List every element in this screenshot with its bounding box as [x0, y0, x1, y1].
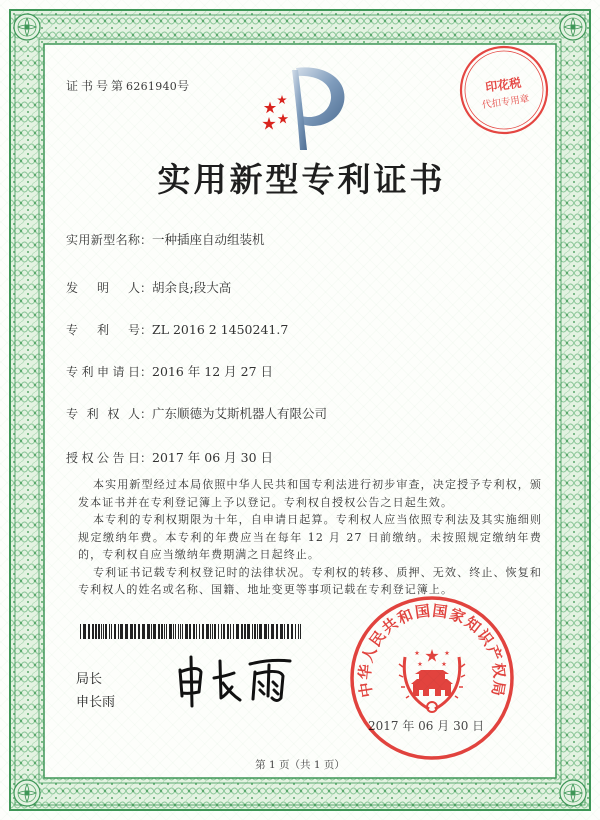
certificate-number-value: 6261940 [126, 80, 178, 93]
field-grant-announcement-date [66, 450, 273, 466]
page-footer: 第 1 页（共 1 页） [255, 759, 345, 771]
field-value: ZL 2016 2 1450241.7 [152, 322, 289, 337]
field-patentee [66, 406, 327, 422]
body-paragraph: 本专利的专利权期限为十年，自申请日起算。专利权人应当依照专利法及其实施细则规定缴纳年费。本专利的年费应当在每年 12 月 27 日前缴纳。未按照规定缴纳年费的，专利权自应当缴纳年费期满之日起终止。 [78, 513, 542, 561]
logo-stem [292, 70, 307, 150]
corner-rosette [560, 780, 586, 806]
tax-stamp-line1: 印花税 [484, 75, 523, 95]
field-value: 2017 年 06 月 30 日 [152, 450, 274, 465]
field-value: 一种插座自动组装机 [152, 232, 265, 247]
field-inventors [66, 280, 231, 296]
body-paragraph: 本实用新型经过本局依照中华人民共和国专利法进行初步审查，决定授予专利权，颁发本证书并在专利登记簿上予以登记。专利权自授权公告之日起生效。 [78, 478, 542, 509]
signature-stroke [250, 660, 290, 700]
star-icon [442, 661, 447, 666]
tax-stamp-line2: 代扣专用章 [481, 93, 531, 112]
corner-rosette [560, 14, 586, 40]
barcode-bars [80, 624, 301, 639]
star-icon [277, 95, 287, 104]
corner-rosette [14, 780, 40, 806]
field-label: 发明人 [66, 281, 140, 295]
star-icon [418, 661, 423, 666]
field-value: 广东顺德为艾斯机器人有限公司 [152, 406, 328, 421]
corner-rosette [14, 14, 40, 40]
tax-stamp [452, 38, 556, 142]
star-icon [264, 102, 276, 114]
field-utility-model-name [66, 232, 265, 248]
signatory-name: 申长雨 [76, 695, 116, 710]
certificate-body [78, 476, 542, 599]
emblem-gate-door [429, 689, 435, 696]
field-label: 专利号 [66, 323, 140, 337]
signatory-title: 局长 [76, 672, 103, 687]
issue-date: 2017 年 06 月 30 日 [368, 719, 485, 733]
official-seal [347, 593, 517, 763]
field-label: 实用新型名称 [66, 233, 140, 247]
field-label: 专利申请日 [66, 365, 140, 379]
field-label: 专利权人 [66, 407, 140, 421]
page-title: 实用新型专利证书 [157, 160, 446, 199]
star-icon [415, 650, 420, 655]
body-paragraph: 专利证书记载专利权登记时的法律状况。专利权的转移、质押、无效、终止、恢复和专利权人的姓名或名称、国籍、地址变更等事项记载在专利登记簿上。 [78, 565, 542, 596]
field-separator: ： [140, 407, 153, 421]
field-separator: ： [140, 281, 153, 295]
national-emblem-icon [399, 649, 465, 712]
certificate-number-prefix: 证书号第 [66, 79, 127, 93]
field-application-date [66, 364, 273, 380]
field-value: 2016 年 12 月 27 日 [152, 364, 274, 379]
certificate-number-suffix: 号 [177, 79, 190, 93]
star-icon [425, 649, 438, 662]
signature-stroke [214, 661, 240, 700]
handwritten-signature [170, 652, 305, 710]
emblem-gate-door [441, 690, 445, 696]
emblem-gate-door [419, 690, 423, 696]
star-icon [445, 650, 450, 655]
certificate-number [66, 78, 189, 95]
field-value: 胡余良;段大高 [152, 280, 232, 295]
field-separator: ： [140, 365, 153, 379]
field-separator: ： [140, 233, 153, 247]
barcode [80, 624, 302, 639]
seal-text: 中华人民共和国国家知识产权局 [355, 601, 509, 699]
field-separator: ： [140, 451, 153, 465]
patent-office-logo [252, 64, 352, 154]
field-separator: ： [140, 323, 153, 337]
star-icon [278, 114, 288, 124]
field-patent-number [66, 322, 288, 338]
signature-stroke [180, 657, 201, 706]
field-label: 授权公告日 [66, 451, 140, 465]
star-icon [262, 117, 275, 130]
